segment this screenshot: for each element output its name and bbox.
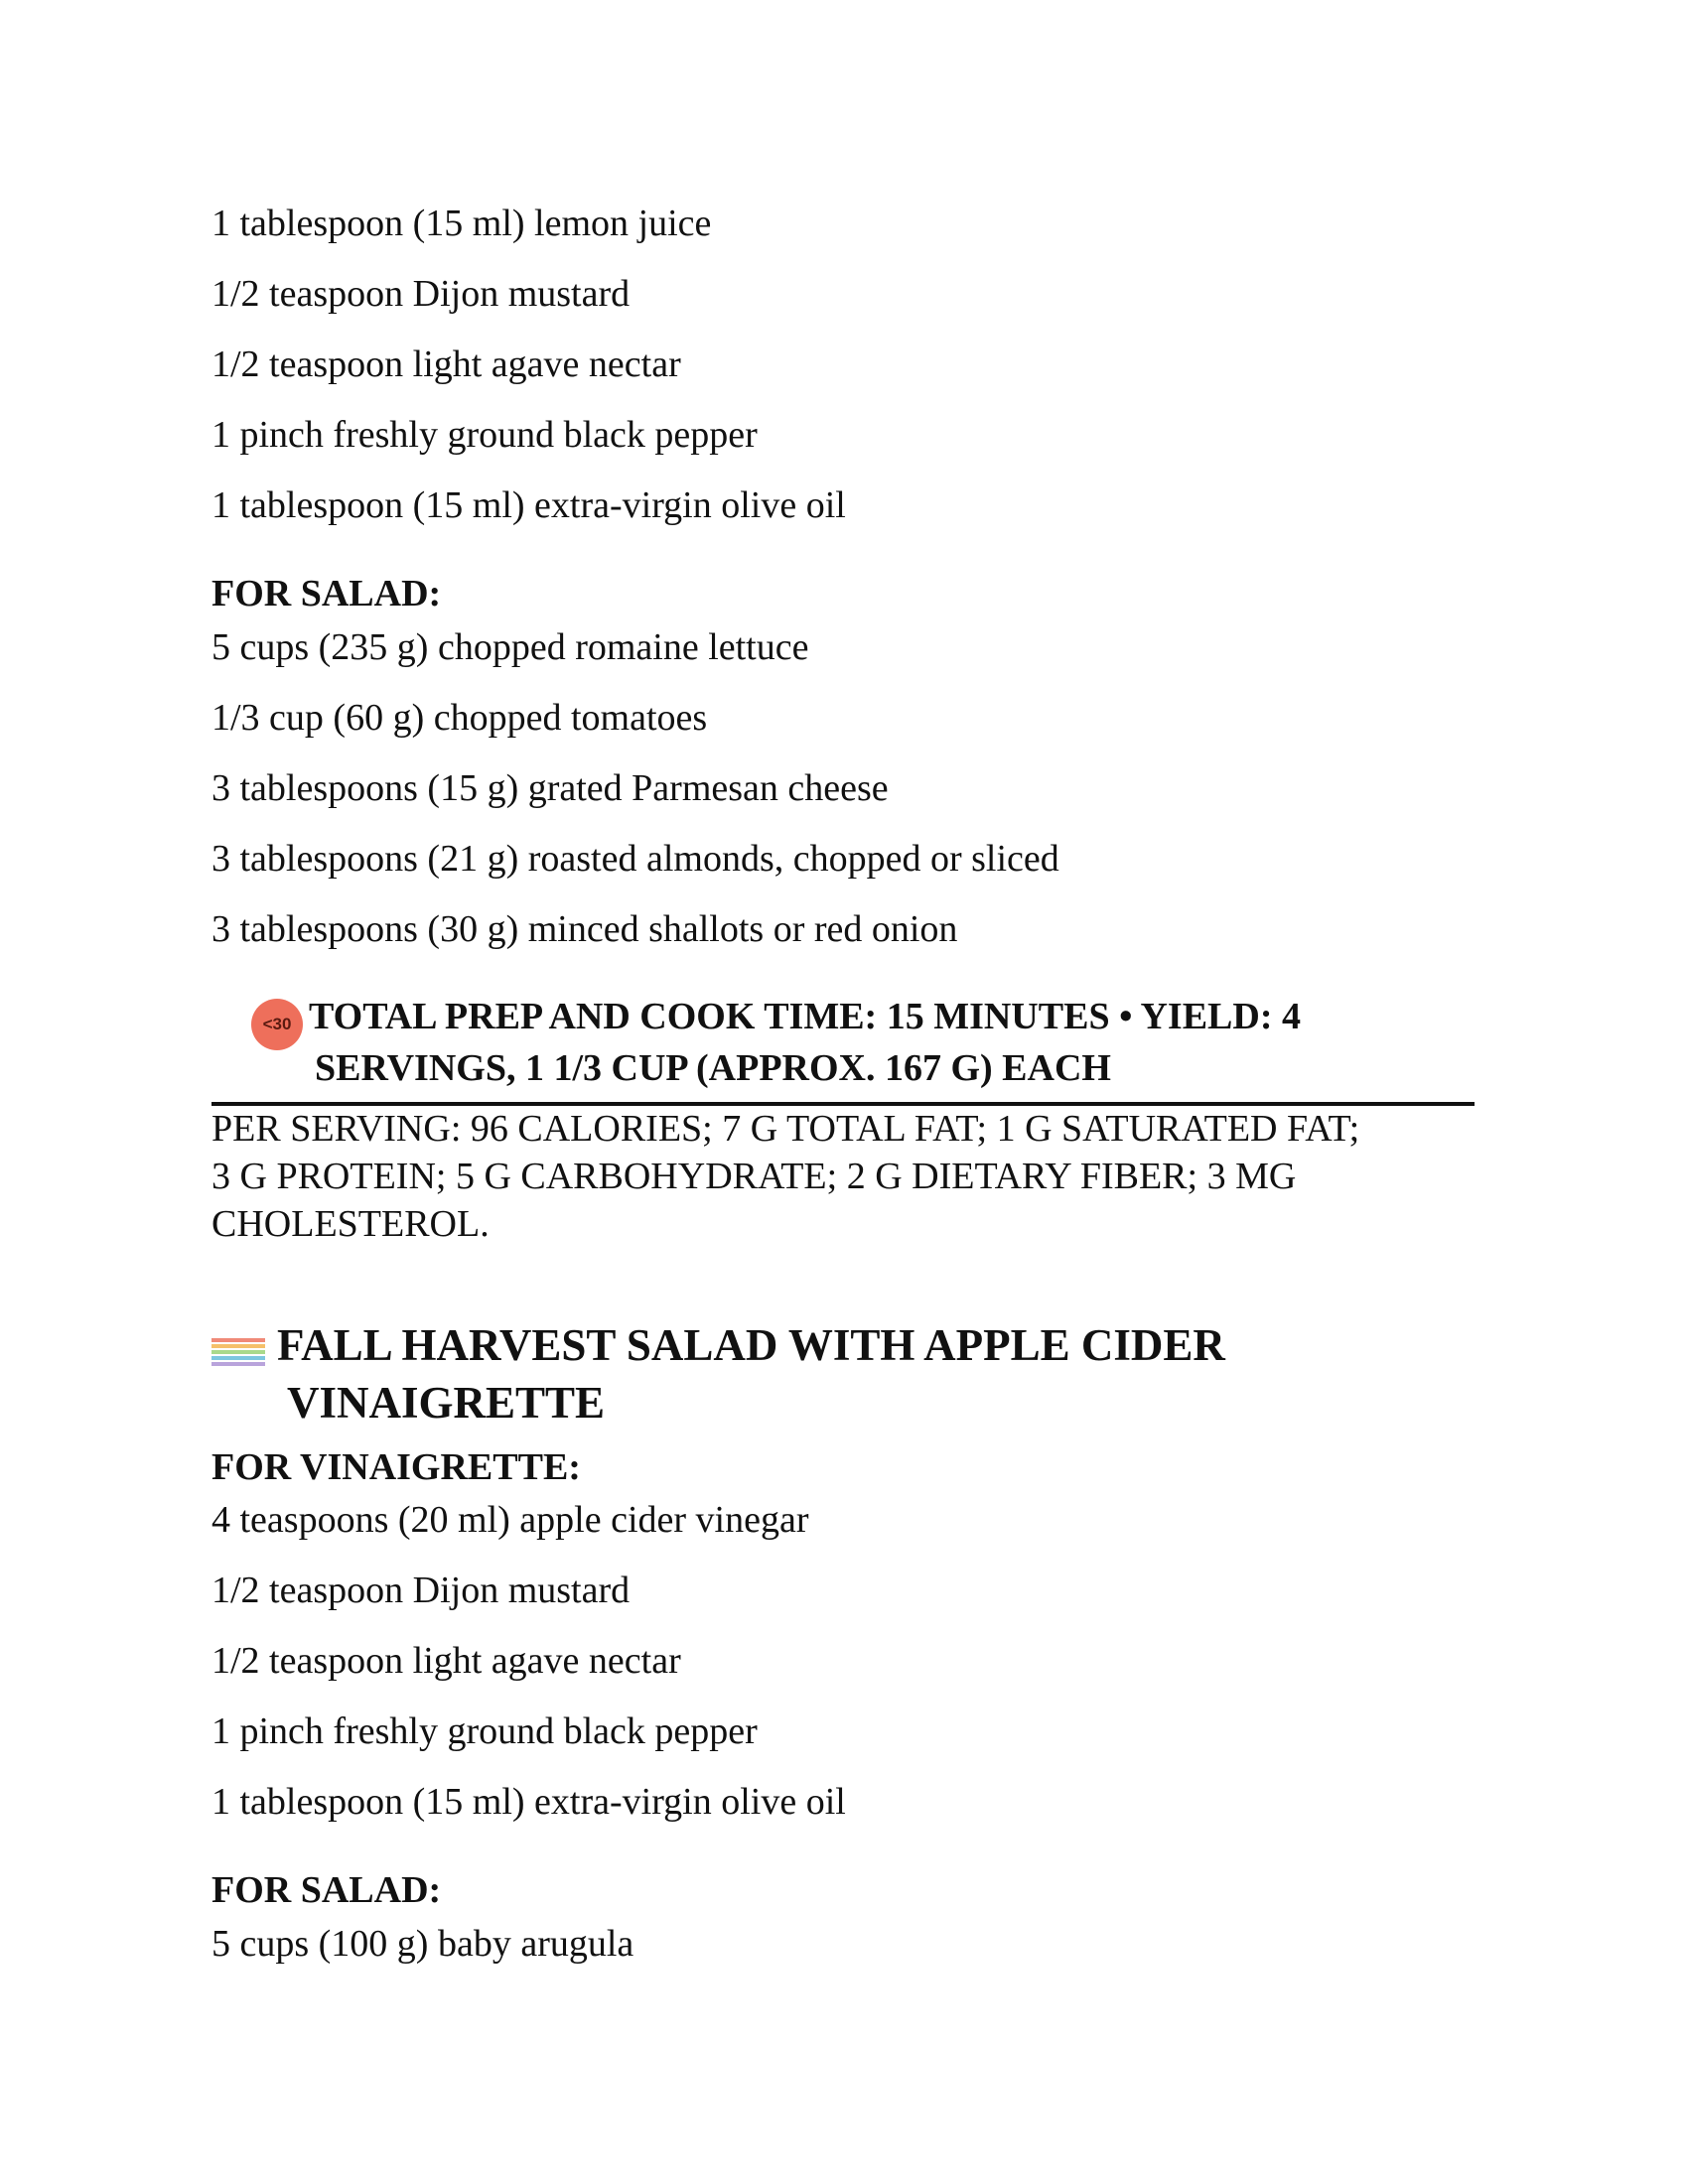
ingredient-line: 1/2 teaspoon light agave nectar (211, 1640, 681, 1682)
recipe-title: FALL HARVEST SALAD WITH APPLE CIDER (277, 1320, 1225, 1370)
ingredient-line: 1 pinch freshly ground black pepper (211, 1710, 758, 1752)
document-page (211, 0, 1492, 2184)
salad-heading-2: FOR SALAD: (211, 1869, 442, 1911)
under-30-minutes-icon: <30 (251, 999, 303, 1050)
ingredient-line: 1/3 cup (60 g) chopped tomatoes (211, 697, 708, 739)
nutrition-line: CHOLESTEROL. (211, 1203, 490, 1245)
salad-heading: FOR SALAD: (211, 573, 442, 614)
ingredient-line: 4 teaspoons (20 ml) apple cider vinegar (211, 1499, 809, 1541)
nutrition-line: PER SERVING: 96 CALORIES; 7 G TOTAL FAT; 1 G SATURATED FAT; (211, 1108, 1360, 1150)
ingredient-line: 1/2 teaspoon Dijon mustard (211, 273, 631, 315)
ingredient-line: 1/2 teaspoon Dijon mustard (211, 1570, 631, 1611)
recipe-title-continued: VINAIGRETTE (287, 1378, 606, 1428)
ingredient-line: 1 tablespoon (15 ml) lemon juice (211, 203, 712, 244)
ingredient-line: 3 tablespoons (21 g) roasted almonds, chopped or sliced (211, 838, 1059, 880)
ingredient-line: 1/2 teaspoon light agave nectar (211, 343, 681, 385)
ingredient-line: 1 tablespoon (15 ml) extra-virgin olive oil (211, 484, 846, 526)
yield-text: SERVINGS, 1 1/3 CUP (APPROX. 167 G) EACH (315, 1047, 1111, 1089)
ingredient-line: 3 tablespoons (15 g) grated Parmesan cheese (211, 767, 889, 809)
ingredient-line: 5 cups (235 g) chopped romaine lettuce (211, 626, 809, 668)
ingredient-line: 3 tablespoons (30 g) minced shallots or red onion (211, 908, 958, 950)
multicolor-stripes-icon (211, 1338, 265, 1368)
ingredient-line: 1 pinch freshly ground black pepper (211, 414, 758, 456)
nutrition-info (211, 1105, 1492, 1248)
ingredient-line: 5 cups (100 g) baby arugula (211, 1923, 634, 1965)
ingredient-line: 1 tablespoon (15 ml) extra-virgin olive oil (211, 1781, 846, 1823)
vinaigrette-heading: FOR VINAIGRETTE: (211, 1446, 581, 1488)
prep-time-text: TOTAL PREP AND COOK TIME: 15 MINUTES • YIELD: 4 (309, 996, 1301, 1037)
nutrition-line: 3 G PROTEIN; 5 G CARBOHYDRATE; 2 G DIETARY FIBER; 3 MG (211, 1156, 1297, 1197)
